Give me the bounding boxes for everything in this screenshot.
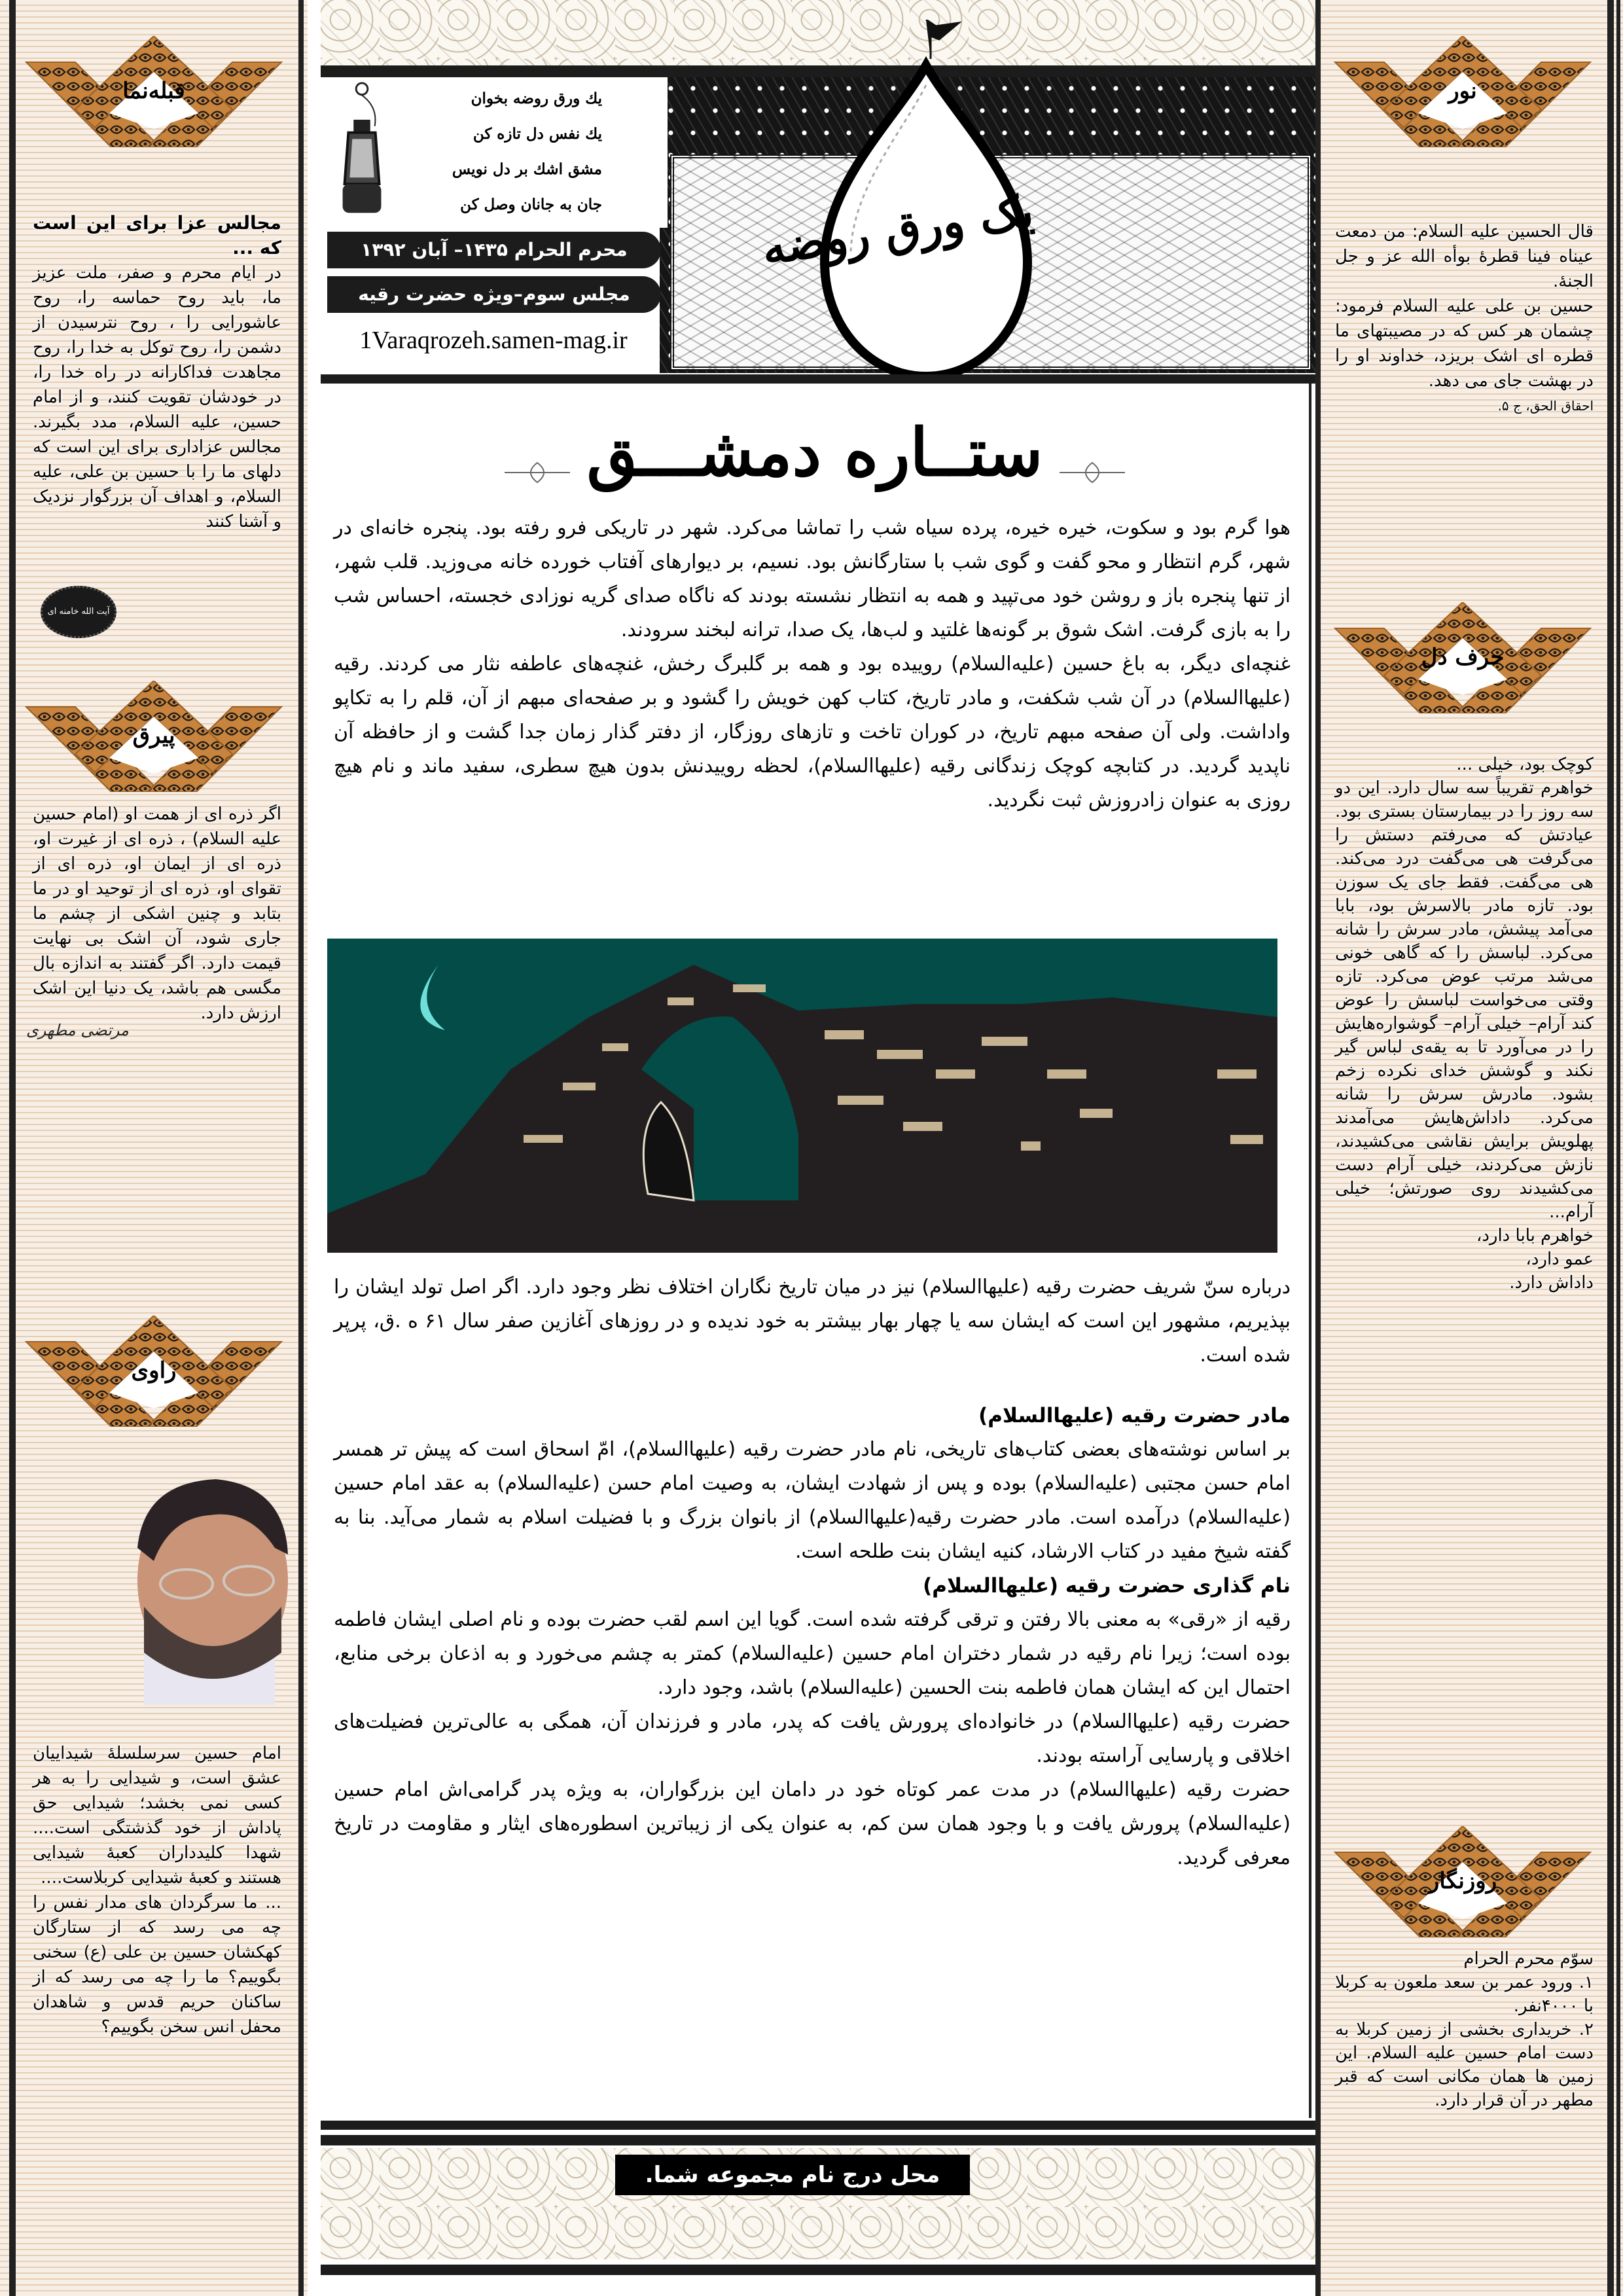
article: [321, 384, 1311, 2118]
paragraph: هوا گرم بود و سکوت، خیره خیره، پرده سیاه شب را تماشا می‌کرد. شهر در تاریکی فرو رفته بود. پنجره خانه‌ای در شهر، گرم انتظار و محو گفت و گوی شب با ستارگانش بود. نسیم، بر دیوارهای آفتاب خورده خانه می‌وزید. قلب شهر، از تنها پنجره باز و روشن خود می‌تپید و همه به انتظار نشسته بودند که ناگاه صدای گریه نوزادی خجسته، احساس شب را به بازی گرفت. اشک شوق بر گونه‌ها غلتید و لب‌ها، یک صدا، ترانه لبخند سرودند.: [334, 516, 1291, 641]
paragraph: حضرت رقیه (علیهاالسلام) در مدت عمر کوتاه خود در دامان این بزرگواران، به ویژه پدر گرامی‌اش امام حسین (علیه‌السلام) پرورش یافت و با وجود همان سن کم، به عنوان یکی از زیباترین اسطوره‌های ایثار و مقاومت در تاریخ معرفی گردید.: [334, 1778, 1291, 1869]
emblem-label: راوی: [131, 1357, 177, 1384]
emblem-label: حرف دل: [1421, 644, 1505, 670]
story-line: داداش دارد.: [1509, 1273, 1594, 1293]
logo-title: یک ورق روضه: [758, 183, 1037, 276]
section-heading: سوّم محرم الحرام: [1463, 1949, 1594, 1969]
center-column: [321, 0, 1315, 2296]
right-section-2: [1335, 753, 1594, 1295]
border-rule: [1315, 0, 1321, 2296]
ruins-illustration: [327, 939, 1277, 1253]
age-text: [334, 1270, 1291, 2108]
left-sidebar: [0, 0, 308, 2296]
article-title: ستــاره دمشـــق: [586, 414, 1043, 491]
paragraph: بر اساس نوشته‌های بعضی کتاب‌های تاریخی، نام مادر حضرت رقیه (علیهاالسلام)، امّ اسحاق است که پیش تر همسر امام حسن مجتبی (علیه‌السلام) بوده و پس از شهادت ایشان، به وصیت امام حسن (علیه‌السلام) به عقد امام حسین (علیه‌السلام) درآمده است. مادر حضرت رقیه(علیهاالسلام) از بانوان بزرگ و با فضیلت اسلام به شمار می‌آید. بنا به گفته شیخ مفید در کتاب الارشاد، کنیه ایشان بنت طلحه است.: [334, 1438, 1291, 1563]
emblem-qiblanama: [23, 36, 285, 147]
flourish-icon: [1060, 459, 1125, 486]
intro-text: [334, 511, 1291, 930]
section-heading: نام گذاری حضرت رقیه (علیهاالسلام): [923, 1574, 1291, 1598]
lantern-icon: [339, 81, 385, 223]
timeline-item: ۱. ورود عمر بن سعد ملعون به کربلا با ۴۰۰۰نفر.: [1335, 1973, 1594, 2016]
seal-stamp: آیت الله خامنه ای: [41, 586, 116, 638]
date-banner: محرم الحرام ۱۴۳۵– آبان ۱۳۹۲: [327, 232, 661, 268]
timeline-item: ۲. خریداری بخشی از زمین کربلا به دست امام حسین علیه السلام. این زمین ها همان مکانی است که قبر مطهر در آن قرار دارد.: [1335, 2020, 1594, 2110]
narrator-portrait: [118, 1469, 294, 1705]
border-rule: [9, 0, 16, 2296]
flourish-icon: [505, 459, 570, 486]
emblem-peyraq: [23, 681, 285, 792]
section-text: ... ما سرگردان های مدار نفس را چه می رسد که از ستارگان کهکشان حسین بن علی (ع) سخنی بگوییم؟ ما را چه می رسد که از ساکنان حریم قدس و شاهدان محفل انس سخن بگوییم؟: [33, 1893, 281, 2037]
website-link[interactable]: 1Varaqrozeh.samen-mag.ir: [359, 327, 628, 354]
session-banner: مجلس سوم–ویژه حضرت رقیه: [327, 276, 661, 313]
emblem-noor: [1332, 36, 1594, 147]
story-line: خواهرم تقریباً سه سال دارد. این دو سه روز را در بیمارستان بستری بود. عیادتش که می‌رفتم دستش را می‌گرفت هی می‌گفت درد می‌کند. هی می‌گفت. فقط جای یک سوزن بود. تازه مادر بالاسرش بود، بابا می‌آمد پیشش، مادر سرش را شانه می‌کرد. لباسش را که گاهی خونی می‌شد مرتب عوض می‌کرد. تازه وقتی می‌خواست لباسش را عوض کند آرام– خیلی آرام– گوشواره‌هایش را در می‌آورد تا به یقه‌ی لباس گیر نکند و گوشش خدای نکرده زخم بشود. مادرش سرش را شانه می‌کرد. داداش‌هایش می‌آمدند پهلویش برایش نقاشی می‌کشیدند، نازش می‌کردند، خیلی آرام دست می‌کشیدند روی صورتش؛ خیلی آرام...: [1335, 778, 1594, 1222]
masthead-rule: [321, 374, 1315, 384]
tagline-line: جان به جانان وصل کن: [460, 196, 602, 213]
footer-rule: [321, 2121, 1315, 2130]
border-rule: [1616, 0, 1620, 2296]
footer-rule: [321, 2135, 1315, 2145]
hadith-persian: حسین بن علی علیه السلام فرمود: چشمان هر کس که در مصیبتهای ما قطره ای اشک بریزد، خداوند او را در بهشت جای می دهد.: [1335, 296, 1594, 391]
section-heading: مادر حضرت رقیه (علیهاالسلام): [978, 1404, 1291, 1427]
section-text: در ایام محرم و صفر، ملت عزیز ما، باید روح حماسه را، روح عاشورایی را ، روح نترسیدن از دشمن را، روح توکل به خدا را، روح مجاهدت فداکارانه در راه خدا را، در خودشان تقویت کنند، و از امام حسین، علیه السلام، مدد بگیرند. مجالس عزاداری برای این است که دلهای ما را با حسین بن علی، علیه السلام، و اهداف آن بزرگوار نزدیک و آشنا کنند: [33, 263, 281, 531]
left-section-1: [33, 211, 281, 534]
emblem-label: پیرق: [132, 723, 175, 749]
tagline-box: [327, 77, 668, 228]
story-line: خواهرم بابا دارد،: [1476, 1226, 1594, 1246]
hadith-source: احقاق الحق، ج ۵.: [1497, 398, 1594, 414]
emblem-rooznegar: [1332, 1826, 1594, 1937]
right-sidebar: [1315, 0, 1623, 2296]
right-section-3: [1335, 1947, 1594, 2112]
tagline-line: مشق اشك بر دل نویس: [452, 160, 602, 178]
tagline: [393, 81, 602, 223]
emblem-label: قبله‌نما: [122, 78, 185, 104]
story-line: کوچک بود، خیلی ...: [1456, 755, 1594, 774]
tagline-line: یك نفس دل تازه کن: [473, 125, 602, 143]
emblem-harf-e-del: [1332, 602, 1594, 713]
border-rule: [1607, 0, 1614, 2296]
spacer: [334, 1372, 1291, 1399]
paragraph: رقیه از «رقی» به معنی بالا رفتن و ترقی گرفته شده است. گویا این اسم لقب حضرت بوده و نام اصلی ایشان فاطمه بوده است؛ زیرا نام رقیه در شمار دختران امام حسین (علیه‌السلام) کمتر به چشم می‌خورد و به اذعان برخی منابع، احتمال این که ایشان همان فاطمه بنت الحسین (علیه‌السلام) باشد، وجود دارد.: [334, 1608, 1291, 1699]
tagline-line: یك ورق روضه بخوان: [471, 90, 602, 107]
section-heading: مجالس عزا برای این است که ...: [33, 212, 281, 259]
paragraph: حضرت رقیه (علیهاالسلام) در خانواده‌ای پرورش یافت که پدر، مادر و فرزندان آن، همگی به عالی‌ترین فضیلت‌های اخلاقی و پارسایی آراسته بودند.: [334, 1710, 1291, 1767]
paragraph: غنچه‌ای دیگر، به باغ حسین (علیه‌السلام) روییده بود و همه بر گلبرگ رخش، غنچه‌های عاطفه نثار می کردند. رقیه (علیهاالسلام) در آن شب شکفت، و مادر تاریخ، کتاب کهن خویش را گشود و بر صفحه‌ای مبهم از آن، قلم را به تکاپو واداشت. ولی آن صفحه مبهم تاریخ، در کوران تاخت و تازهای روزگار، از دفتر گذار زمان جدا گشت و از حافظه آن ناپدید گردید. در کتابچه کوچک زندگانی رقیه (علیهاالسلام)، لحظه رو‌ییدنش بدون هیچ سطری، سفید ماند و نام هیچ روزی به عنوان زادروزش ثبت نگردید.: [334, 653, 1291, 812]
border-rule: [298, 0, 304, 2296]
section-text: اگر ذره ای از همت او (امام حسین علیه السلام) ، ذره ای از غیرت او، ذره ای از ایمان او، ذره ای از تقوای او، ذره ای از توحید او در ما بتابد و چنین اشکی از چشم ما جاری شود، آن اشک بی نهایت قیمت دارد. اگر گفتند به اندازه بال مگسی هم باشد، یک دنیا این اشک ارزش دارد.: [33, 804, 281, 1023]
emblem-ravi: [23, 1316, 285, 1427]
emblem-label: نور: [1448, 78, 1477, 104]
emblem-label: روزنگار: [1428, 1868, 1497, 1894]
right-section-1: [1335, 219, 1594, 418]
left-section-3: [33, 1741, 281, 2039]
signature: مرتضی مطهری: [26, 1021, 129, 1039]
collection-name-label: محل درج نام مجموعه شما.: [615, 2155, 970, 2195]
section-text: امام حسین سرسلسلهٔ شیداییان عشق است، و شیدایی را به هر کسی نمی بخشد؛ شیدایی حق پاداش از خود گذشتگی است.... شهدا کلیدداران کعبهٔ شیدایی هستند و کعبهٔ شیدایی کربلاست....: [33, 1744, 281, 1888]
paragraph: درباره سنّ شریف حضرت رقیه (علیهاالسلام) نیز در میان تاریخ نگاران اختلاف نظر وجود دارد. اگر اصل تولد ایشان را بپذیریم، مشهور این است که ایشان سه یا چهار بهار بیشتر به خود ندیده و در روزهای آغازین صفر سال ۶۱ ه .ق، پرپر شده است.: [334, 1276, 1291, 1367]
masthead-logo: [758, 20, 1037, 380]
hadith-arabic: قال الحسین علیه السلام: من دمعت عیناه فینا قطرهٔ بوأه الله عز و جل الجنهٔ.: [1335, 222, 1594, 291]
footer-rule: [321, 2265, 1315, 2275]
story-line: عمو دارد،: [1525, 1249, 1594, 1269]
left-section-2: [33, 802, 281, 1026]
title-row: [321, 403, 1309, 501]
